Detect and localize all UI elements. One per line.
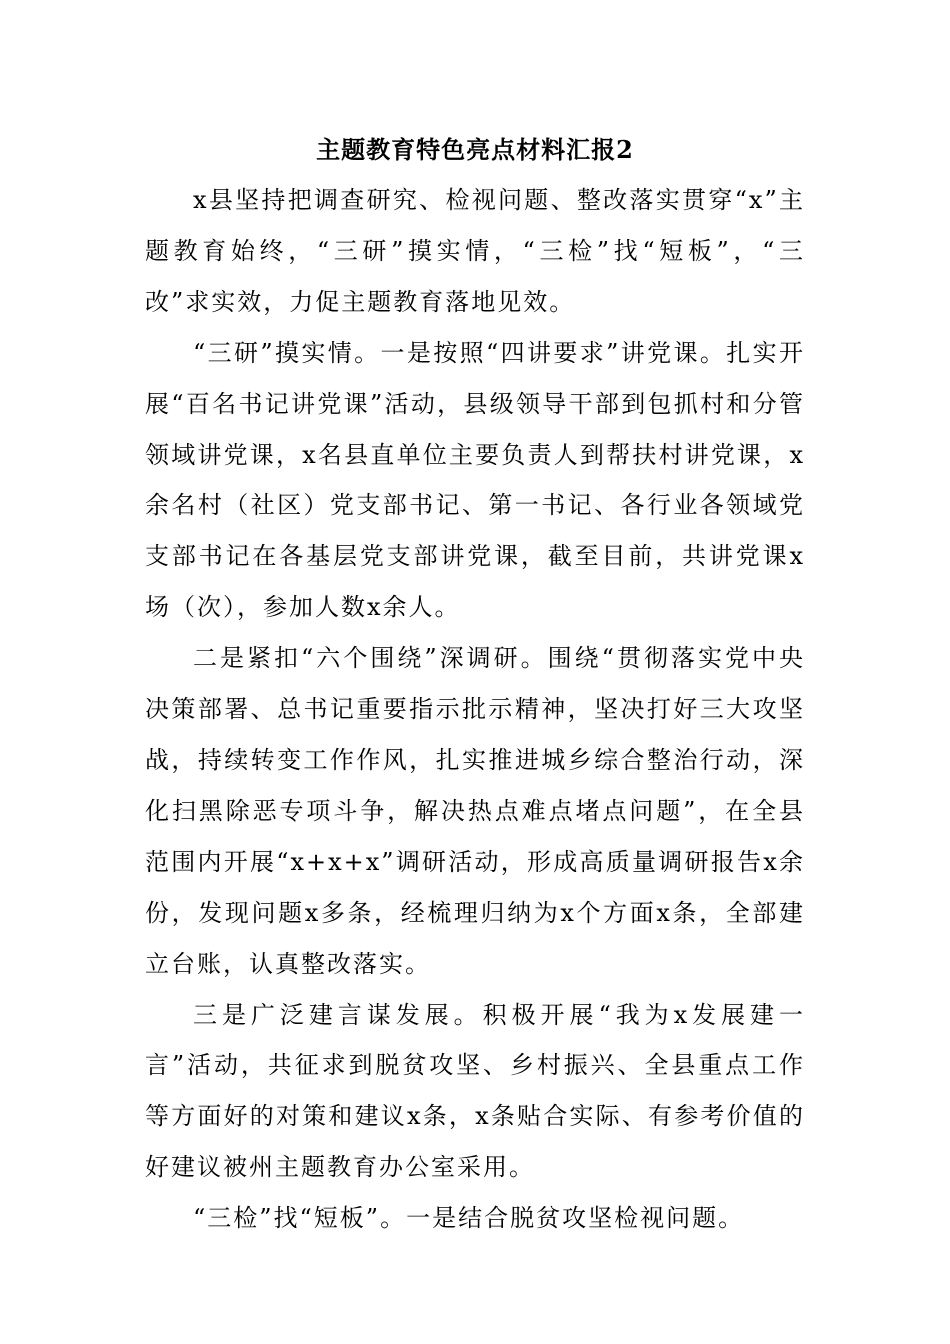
paragraph: x县坚持把调查研究、检视问题、整改落实贯穿“x”主题教育始终，“三研”摸实情，“三检”找“短板”，“三改”求实效，力促主题教育落地见效。 <box>145 186 805 316</box>
paragraph: “三检”找“短板”。一是结合脱贫攻坚检视问题。 <box>193 1204 745 1233</box>
paragraph: “三研”摸实情。一是按照“四讲要求”讲党课。扎实开展“百名书记讲党课”活动，县级领导干部到包抓村和分管领域讲党课，x名县直单位主要负责人到帮扶村讲党课，x余名村（社区）党支部书记、第一书记、各行业各领域党支部书记在各基层党支部讲党课，截至目前，共讲党课x场（次），参加人数x余人。 <box>145 338 805 622</box>
paragraph: 三是广泛建言谋发展。积极开展“我为x发展建一言”活动，共征求到脱贫攻坚、乡村振兴、全县重点工作等方面好的对策和建议x条，x条贴合实际、有参考价值的好建议被州主题教育办公室采用。 <box>145 1000 805 1182</box>
paragraph: 二是紧扣“六个围绕”深调研。围绕“贯彻落实党中央决策部署、总书记重要指示批示精神，坚决打好三大攻坚战，持续转变工作作风，扎实推进城乡综合整治行动，深化扫黑除恶专项斗争，解决热点难点堵点问题”，在全县范围内开展“x+x+x”调研活动，形成高质量调研报告x余份，发现问题x多条，经梳理归纳为x个方面x条，全部建立台账，认真整改落实。 <box>145 644 805 978</box>
document-title: 主题教育特色亮点材料汇报2 <box>316 135 634 164</box>
document-body <box>145 175 805 1244</box>
